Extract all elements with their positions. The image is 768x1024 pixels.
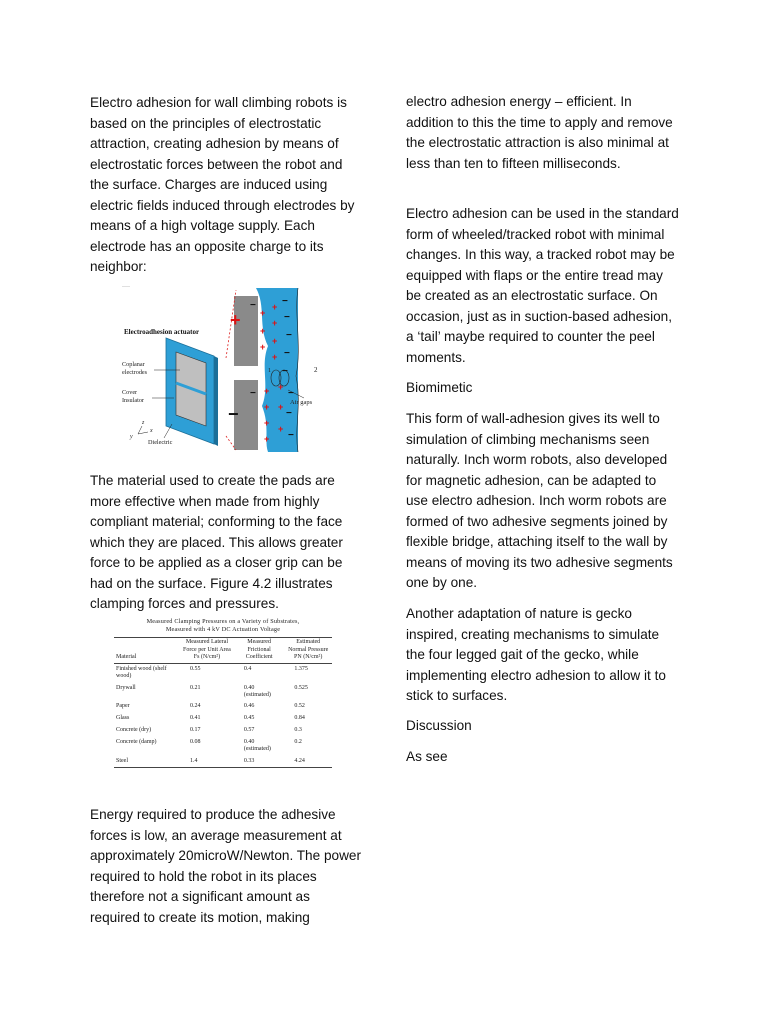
cell-normal: 0.2 <box>294 738 302 745</box>
table-row <box>114 663 332 682</box>
cell-friction: 0.46 <box>243 703 255 710</box>
cell-normal: 1.375 <box>294 665 308 672</box>
cell-friction: 0.40 (estimated) <box>243 738 271 752</box>
cell-material: Finished wood (shelf wood) <box>116 665 167 679</box>
svg-text:−: − <box>250 388 256 399</box>
svg-text:+: + <box>272 302 278 312</box>
svg-text:+: + <box>260 326 266 336</box>
cell-normal: 0.3 <box>294 727 302 734</box>
axis-y-label: y <box>130 434 133 440</box>
svg-text:+: + <box>264 402 270 412</box>
svg-text:+: + <box>264 418 270 428</box>
cell-lateral: 0.41 <box>190 715 201 722</box>
table-row <box>114 736 332 755</box>
svg-text:+: + <box>278 424 284 434</box>
heading-biomimetic: Biomimetic <box>406 380 473 395</box>
cell-friction: 0.40 (estimated) <box>243 684 271 698</box>
table-header-material: Material <box>114 638 180 664</box>
cell-normal: 0.525 <box>294 684 308 691</box>
figure-label-electrodes: electrodes <box>122 369 148 376</box>
cell-material: Paper <box>116 703 130 710</box>
cell-lateral: 0.24 <box>190 703 201 710</box>
cell-lateral: 0.55 <box>190 665 201 672</box>
paragraph-as-see: As see <box>406 749 448 764</box>
paragraph-energy: Energy required to produce the adhesive forces is low, an average measurement at approximately 20microW/Newton. The power required to hold the robot in its places therefore not a significant amount as required to create its motion, making <box>90 807 361 925</box>
figure-label-coplanar: Coplanar <box>122 361 145 368</box>
cell-lateral: 0.21 <box>190 684 201 691</box>
figure-label-insulator: Insulator <box>122 397 144 404</box>
cell-normal: 0.52 <box>294 703 305 710</box>
clamping-pressure-table <box>114 618 332 768</box>
svg-text:−: − <box>286 408 292 419</box>
heading-discussion: Discussion <box>406 718 472 733</box>
cell-material: Steel <box>114 755 180 767</box>
svg-text:+: + <box>272 352 278 362</box>
cell-material: Concrete (dry) <box>116 727 152 734</box>
cell-normal: 0.84 <box>294 715 305 722</box>
paragraph-wheeled-tracked: Electro adhesion can be used in the standard form of wheeled/tracked robot with minimal changes. In this way, a tracked robot may be equipped with flaps or the entire tread may be created as an electrostatic surface. On occasion, just as in suction-based adhesion, a ‘tail’ maybe required to counter the peel moments. <box>406 206 679 365</box>
paragraph-energy-efficient: electro adhesion energy – efficient. In addition to this the time to apply and remove the electrostatic attraction is also minimal at less than ten to fifteen milliseconds. <box>406 94 673 171</box>
svg-text:+: + <box>260 342 266 352</box>
figure-label-2: 2 <box>314 366 318 374</box>
cell-friction: 0.45 <box>243 715 255 722</box>
svg-text:−: − <box>282 366 288 377</box>
paragraph-electroadhesion-intro: Electro adhesion for wall climbing robots is based on the principles of electrostatic attraction, creating adhesion by means of electrostatic forces between the robot and the surface. Charges are induced using electric fields induced through electrodes by means of a high voltage supply. Each electrode has an opposite charge to its neighbor: <box>90 95 355 274</box>
cell-friction: 0.57 <box>243 727 255 734</box>
svg-text:−: − <box>288 430 294 441</box>
paragraph-gecko: Another adaptation of nature is gecko inspired, creating mechanisms to simulate the four legged gait of the gecko, while implementing electro adhesion to allow it to stick to surfaces. <box>406 606 666 703</box>
svg-text:+: + <box>278 402 284 412</box>
table-header-friction: Measured Frictional Coefficient <box>234 638 284 664</box>
svg-text:+: + <box>272 336 278 346</box>
cell-friction: 0.4 <box>243 665 252 672</box>
table-row <box>114 713 332 725</box>
electroadhesion-actuator-figure <box>118 286 328 452</box>
cell-lateral: 1.4 <box>180 755 234 767</box>
cell-normal: 4.24 <box>284 755 332 767</box>
figure-label-cover: Cover <box>122 389 138 396</box>
table-caption-line2: Measured with 4 kV DC Actuation Voltage <box>165 626 281 633</box>
table-row <box>114 725 332 737</box>
svg-text:−: − <box>284 348 290 359</box>
svg-text:−: − <box>228 404 239 424</box>
svg-text:−: − <box>284 312 290 323</box>
svg-text:+: + <box>260 308 266 318</box>
cell-lateral: 0.08 <box>190 738 201 745</box>
cell-friction: 0.33 <box>234 755 284 767</box>
paragraph-biomimetic: This form of wall-adhesion gives its well to simulation of climbing mechanisms seen naturally. Inch worm robots, also developed for magnetic adhesion, can be adapted to use electro adhesion. Inch worm robots are formed of two adhesive segments joined by flexible bridge, attaching itself to the wall by means of moving its two adhesive segments one by one. <box>406 411 673 590</box>
table-header-normal: Estimated Normal Pressure PN (N/cm²) <box>284 638 332 664</box>
cell-material: Drywall <box>116 684 136 691</box>
figure-title: Electroadhesion actuator <box>124 328 200 336</box>
cell-material: Concrete (damp) <box>116 738 157 745</box>
paragraph-pad-material: The material used to create the pads are more effective when made from highly compliant material; conforming to the face which they are placed. This allows greater force to be applied as a closer grip can be had on the surface. Figure 4.2 illustrates clamping forces and pressures. <box>90 473 343 611</box>
svg-text:+: + <box>272 318 278 328</box>
figure-label-1: 1 <box>268 368 271 374</box>
table-caption-line1: Measured Clamping Pressures on a Variety of Substrates, <box>146 618 300 625</box>
table-row <box>114 682 332 701</box>
cell-material: Glass <box>116 715 130 722</box>
svg-text:+: + <box>230 310 241 330</box>
svg-text:+: + <box>264 434 270 444</box>
table-header-lateral: Measured Lateral Force per Unit Area Fs (N/cm²) <box>180 638 234 664</box>
svg-text:+: + <box>264 386 270 396</box>
svg-text:−: − <box>282 296 288 307</box>
svg-text:−: − <box>286 330 292 341</box>
table-row <box>114 701 332 713</box>
axis-x-label: x <box>150 428 153 434</box>
figure-label-dielectric: Dielectric <box>148 439 173 446</box>
cell-lateral: 0.17 <box>190 727 201 734</box>
svg-text:−: − <box>250 300 256 311</box>
axis-z-label: z <box>142 420 145 426</box>
figure-label-airgaps: Air gaps <box>290 399 313 406</box>
svg-text:+: + <box>278 382 284 392</box>
svg-text:−: − <box>288 388 294 399</box>
table-row <box>114 755 332 767</box>
